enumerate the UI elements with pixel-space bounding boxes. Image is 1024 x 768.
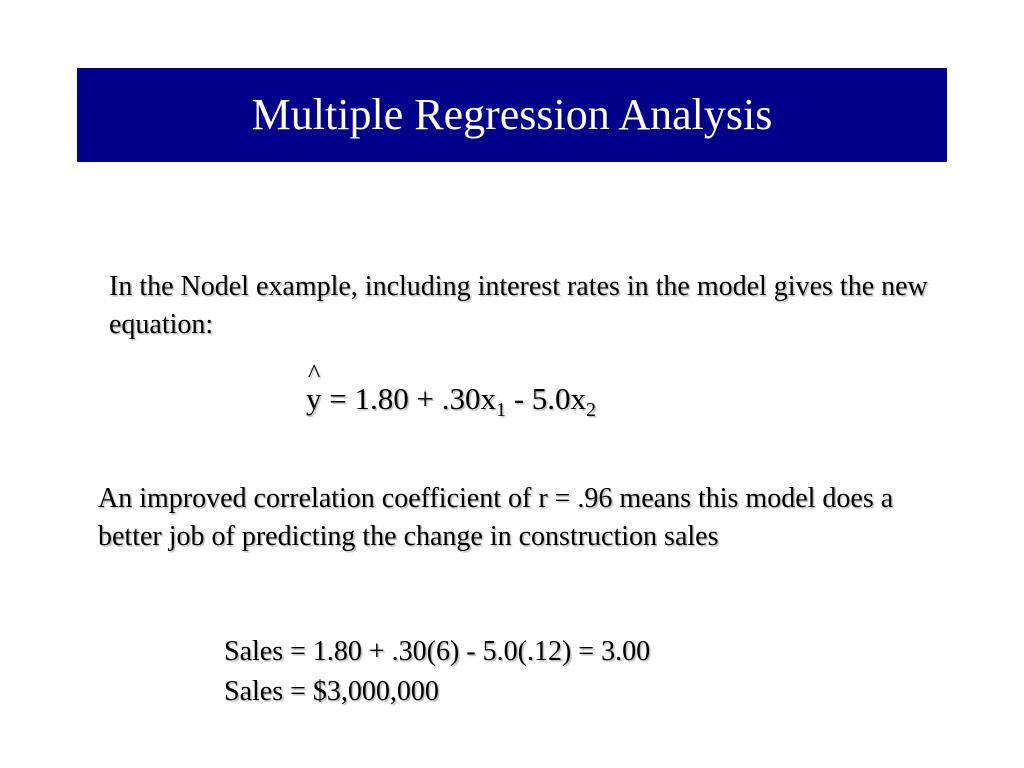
sales-calculation: Sales = 1.80 + .30(6) - 5.0(.12) = 3.00 [224,636,651,667]
y-variable: y [306,381,322,416]
intro-paragraph: In the Nodel example, including interest rates in the model gives the new equation: [109,271,928,340]
subscript-2: 2 [586,399,597,421]
y-hat [306,359,322,418]
regression-equation [306,359,597,429]
sales-result: Sales = $3,000,000 [224,676,439,707]
equation-part-1: = 1.80 + .30x [321,381,496,416]
equation-part-2: - 5.0x [505,381,587,416]
slide-title: Multiple Regression Analysis [251,90,773,139]
subscript-1: 1 [495,399,506,421]
correlation-paragraph: An improved correlation coefficient of r = .96 means this model does a better job of predicting the change in construction sales [98,483,894,552]
hat-symbol: ^ [308,359,321,388]
title-bar [77,68,947,162]
